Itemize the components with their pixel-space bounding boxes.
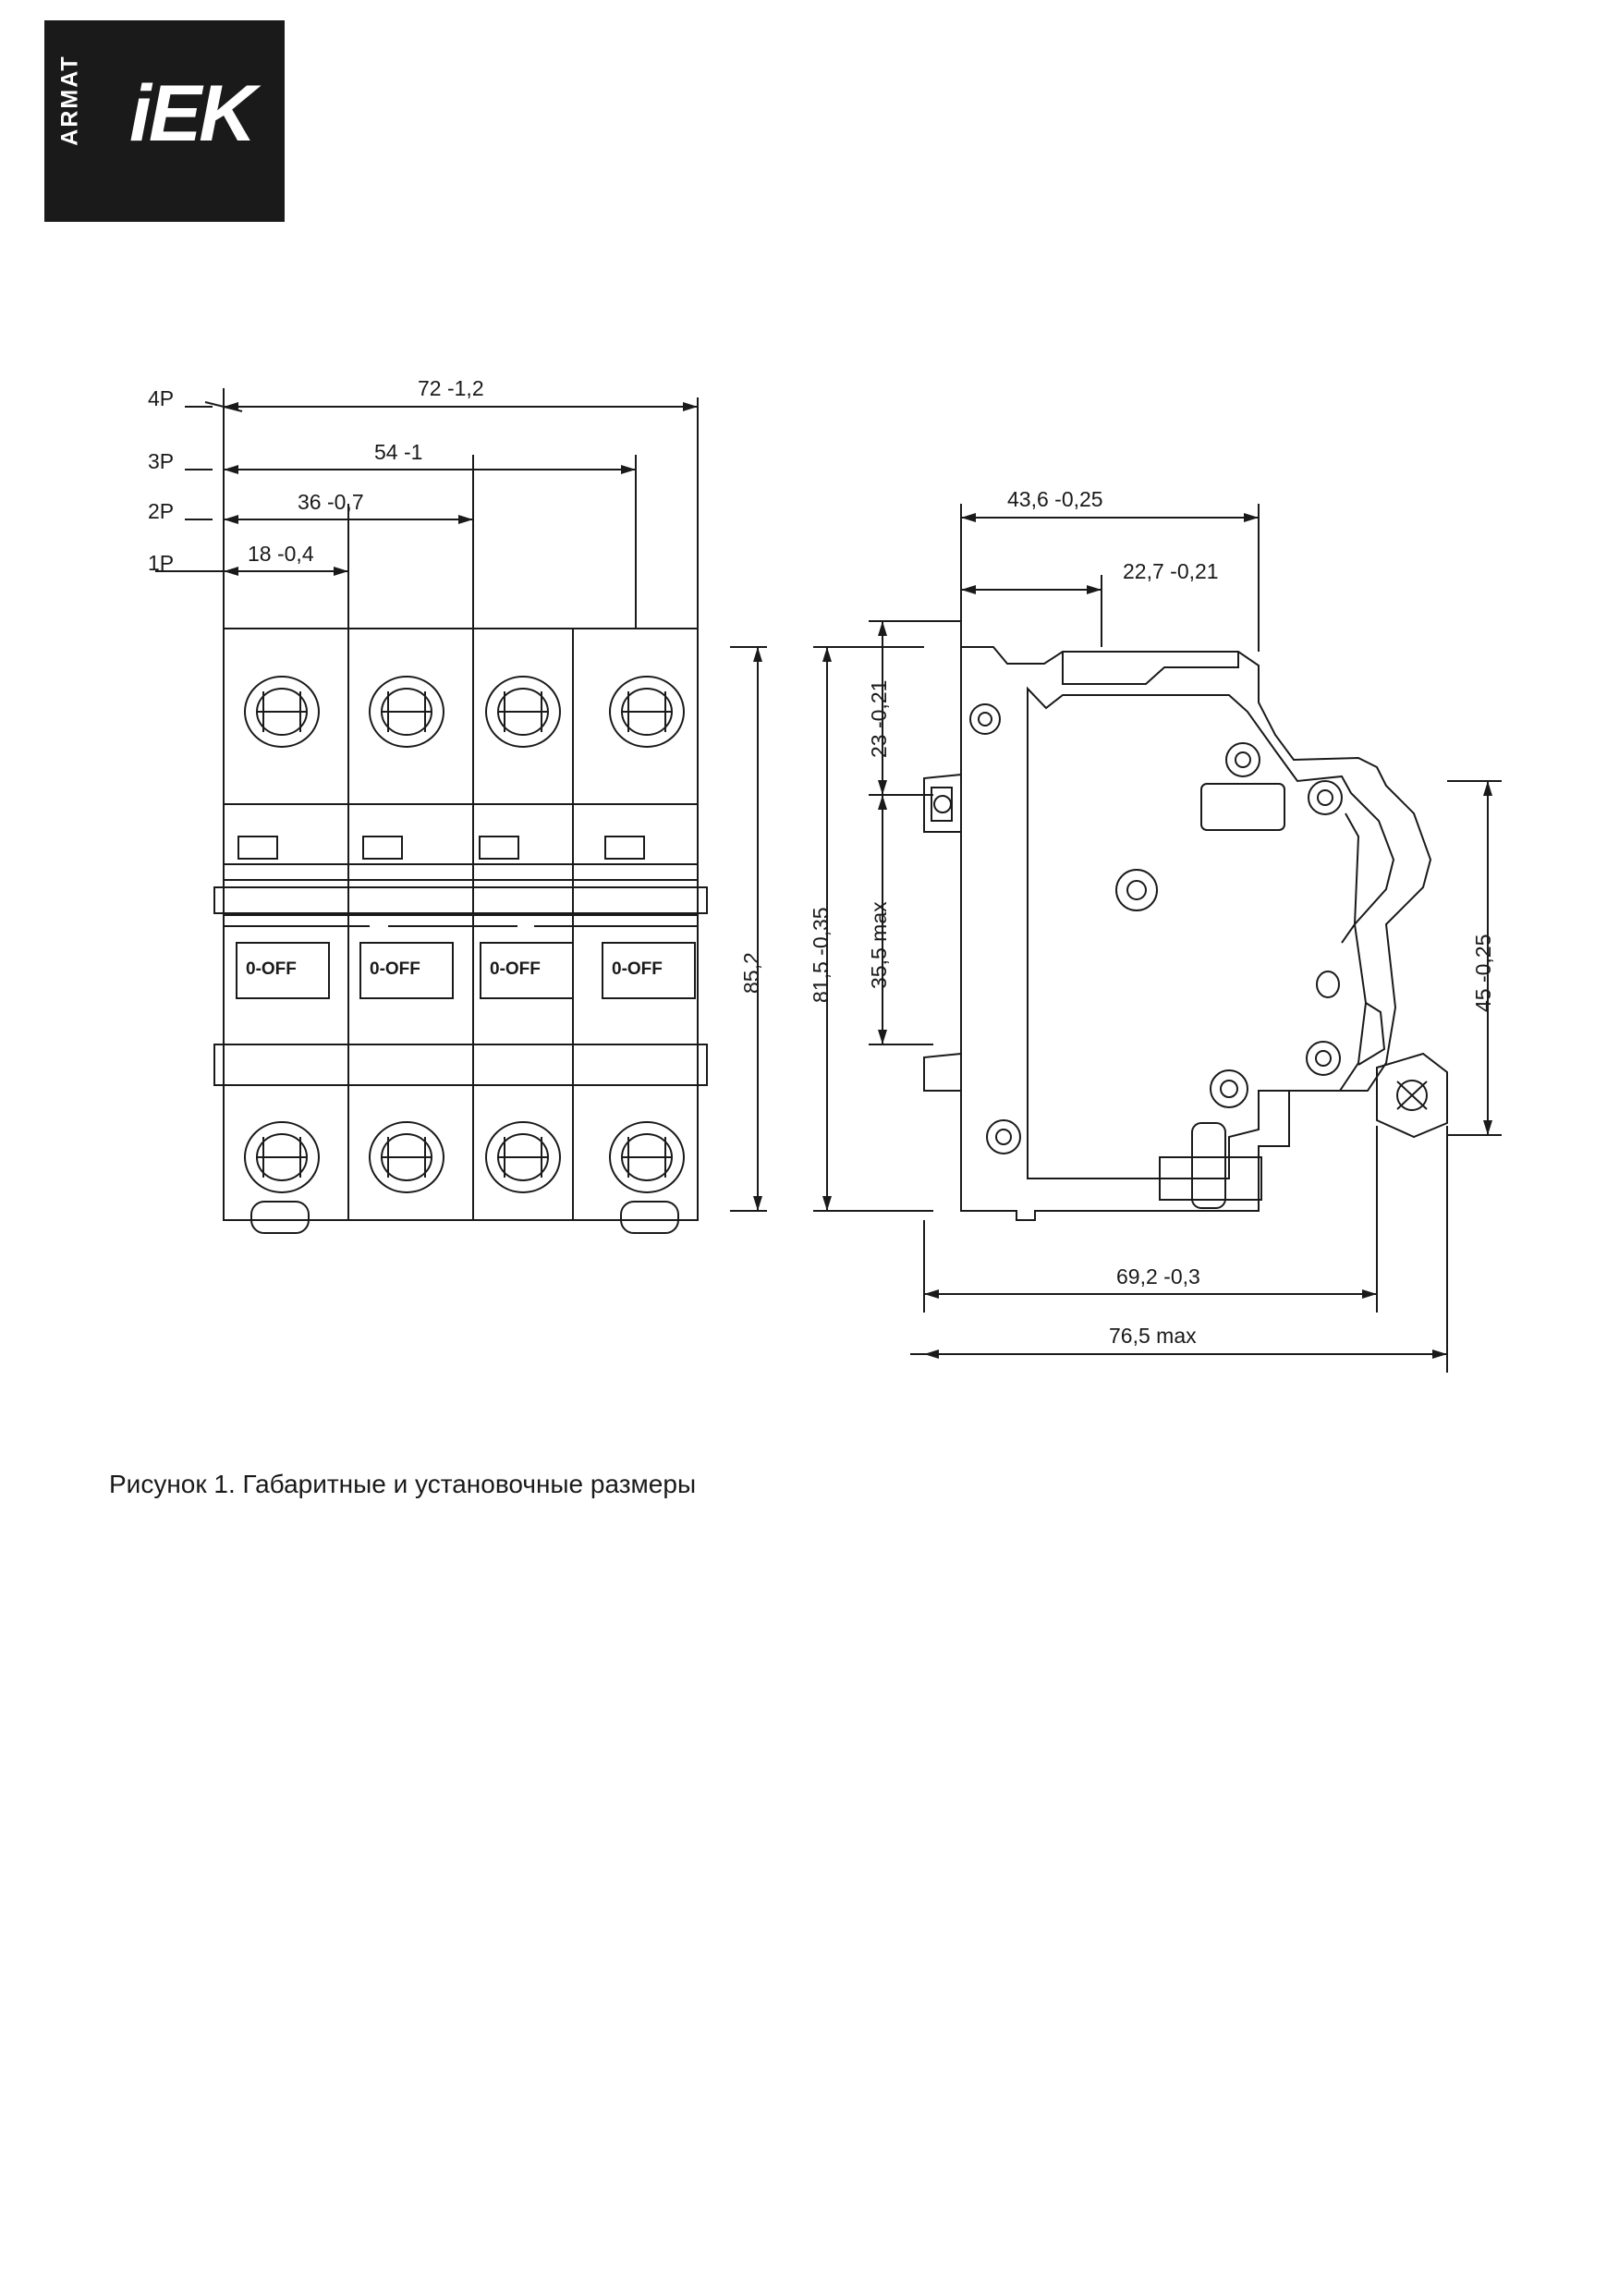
pole-label-2p: 2P — [148, 499, 175, 523]
pole-label-4p: 4P — [148, 386, 175, 410]
dimension-36: 36 -0,7 — [298, 490, 364, 514]
brand-series-label: ARMAT — [56, 55, 83, 146]
pole-label-1p: 1P — [148, 551, 175, 575]
dimension-22-7: 22,7 -0,21 — [1123, 559, 1219, 583]
dimension-76-5-max: 76,5 max — [1109, 1324, 1197, 1348]
dimension-54: 54 -1 — [374, 440, 423, 464]
dimension-43-6: 43,6 -0,25 — [1007, 487, 1103, 511]
dimension-85-2: 85,2 — [739, 952, 763, 994]
toggle-label-4: 0-OFF — [612, 959, 663, 979]
dimension-35-5-max: 35,5 max — [867, 901, 891, 989]
pole-label-3p: 3P — [148, 449, 175, 473]
dimension-81-5: 81,5 -0,35 — [809, 907, 833, 1003]
toggle-label-1: 0-OFF — [246, 959, 297, 979]
dimension-69-2: 69,2 -0,3 — [1116, 1264, 1200, 1288]
iek-logo: iEK — [129, 69, 254, 158]
toggle-label-3: 0-OFF — [490, 959, 541, 979]
figure-caption: Рисунок 1. Габаритные и установочные размеры — [109, 1470, 697, 1498]
dimension-18: 18 -0,4 — [248, 542, 314, 566]
dimension-23: 23 -0,21 — [867, 679, 891, 758]
dimension-45: 45 -0,25 — [1471, 934, 1495, 1012]
toggle-label-2: 0-OFF — [370, 959, 420, 979]
dimension-72: 72 -1,2 — [418, 376, 484, 400]
